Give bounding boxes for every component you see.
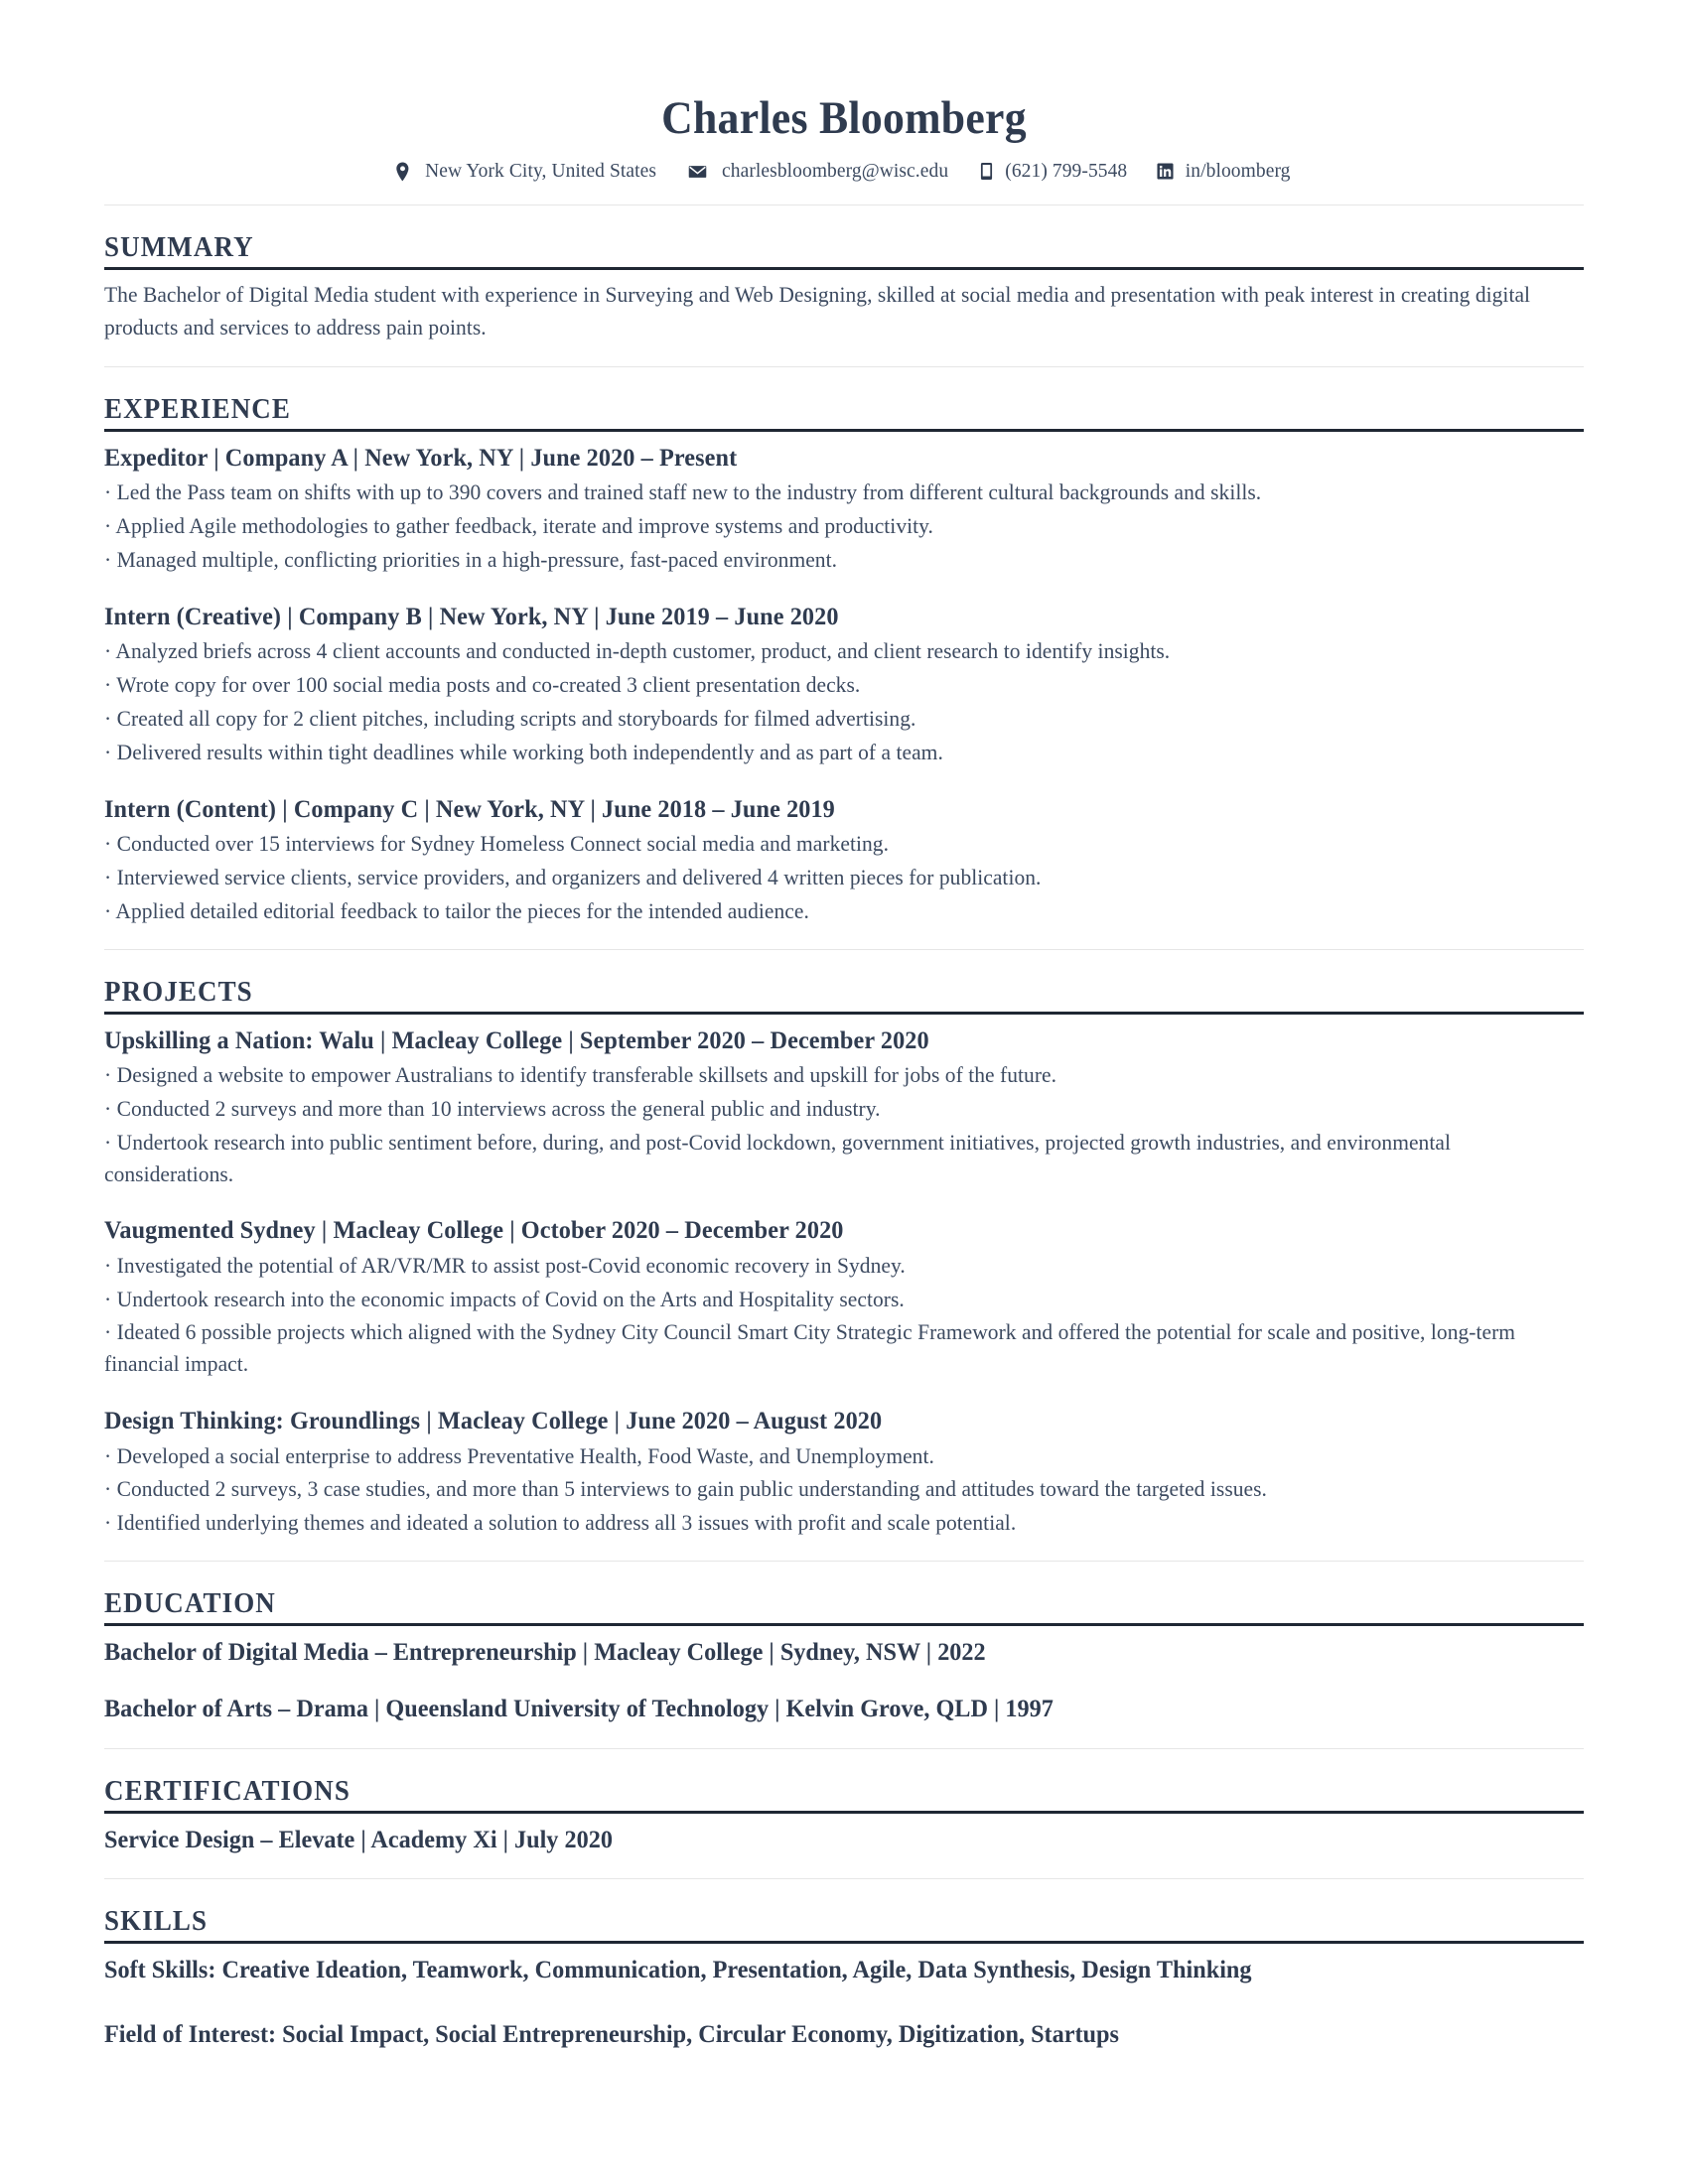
location-pin-icon — [395, 162, 410, 182]
experience-bullet: · Created all copy for 2 client pitches, including scripts and storyboards for filmed advertising. — [104, 705, 916, 731]
contact-phone-text: (621) 799-5548 — [1005, 160, 1128, 183]
project-entry — [104, 1024, 1584, 1190]
section-rule-experience — [104, 429, 1584, 432]
contact-phone[interactable] — [980, 160, 1131, 183]
experience-entry — [104, 441, 1584, 576]
experience-bullet: · Conducted over 15 interviews for Sydney Homeless Connect social media and marketing. — [104, 830, 890, 856]
experience-entry-heading: Intern (Creative) | Company B | New York, NY | June 2019 – June 2020 — [104, 601, 839, 630]
education-entry: Bachelor of Digital Media – Entrepreneurship | Macleay College | Sydney, NSW | 2022 — [104, 1637, 986, 1667]
section-title-experience: EXPERIENCE — [104, 392, 292, 425]
section-experience — [104, 393, 1584, 927]
contact-row — [104, 160, 1584, 183]
experience-bullet: · Wrote copy for over 100 social media posts and co-created 3 client presentation decks. — [104, 671, 861, 697]
project-bullet: · Developed a social enterprise to address Preventative Health, Food Waste, and Unemployment. — [104, 1442, 934, 1468]
envelope-icon — [688, 165, 707, 179]
contact-email[interactable] — [688, 160, 954, 183]
experience-entry — [104, 600, 1584, 768]
section-certifications — [104, 1775, 1584, 1857]
section-rule-certifications — [104, 1811, 1584, 1814]
section-title-education: EDUCATION — [104, 1587, 276, 1620]
section-title-projects: PROJECTS — [104, 975, 253, 1008]
contact-email-text: charlesbloomberg@wisc.edu — [722, 160, 949, 183]
contact-linkedin[interactable] — [1157, 160, 1293, 183]
experience-bullet: · Delivered results within tight deadlines while working both independently and as part of a team. — [104, 739, 943, 764]
experience-entry-heading: Expeditor | Company A | New York, NY | June 2020 – Present — [104, 442, 738, 472]
divider-after-summary — [104, 366, 1584, 367]
project-entry — [104, 1213, 1584, 1380]
project-bullet: · Conducted 2 surveys and more than 10 interviews across the general public and industry. — [104, 1095, 881, 1121]
project-bullet: · Undertook research into the economic impacts of Covid on the Arts and Hospitality sectors. — [104, 1286, 905, 1311]
experience-bullet: · Led the Pass team on shifts with up to 390 covers and trained staff new to the industry from different cultural backgrounds and skills. — [104, 478, 1262, 504]
skills-soft-skills: Soft Skills: Creative Ideation, Teamwork, Communication, Presentation, Agile, Data Synthesis, Design Thinking — [104, 1955, 1252, 1984]
divider-after-education — [104, 1748, 1584, 1749]
section-rule-education — [104, 1623, 1584, 1626]
section-title-summary: SUMMARY — [104, 231, 254, 264]
experience-bullet: · Interviewed service clients, service providers, and organizers and delivered 4 written pieces for publication. — [104, 864, 1042, 889]
project-bullet: · Undertook research into public sentiment before, during, and post-Covid lockdown, government initiatives, projected growth industries, and environmental considerations. — [104, 1129, 1451, 1186]
phone-icon — [980, 162, 993, 181]
experience-bullet: · Analyzed briefs across 4 client accounts and conducted in-depth customer, product, and client research to identify insights. — [104, 637, 1171, 663]
divider-after-experience — [104, 949, 1584, 950]
section-skills — [104, 1905, 1584, 2051]
experience-entry — [104, 792, 1584, 927]
contact-location-text: New York City, United States — [425, 160, 656, 183]
contact-location[interactable] — [395, 160, 662, 183]
project-bullet: · Investigated the potential of AR/VR/MR to assist post-Covid economic recovery in Sydney. — [104, 1252, 906, 1278]
resume-header — [104, 91, 1584, 183]
project-entry — [104, 1404, 1584, 1539]
summary-text: The Bachelor of Digital Media student with experience in Surveying and Web Designing, skilled at social media and presentation with peak interest in creating digital products and services to address pain points. — [104, 282, 1531, 341]
certification-entry: Service Design – Elevate | Academy Xi | July 2020 — [104, 1824, 613, 1853]
experience-bullet: · Applied Agile methodologies to gather feedback, iterate and improve systems and productivity. — [104, 512, 933, 538]
experience-bullet: · Managed multiple, conflicting priorities in a high-pressure, fast-paced environment. — [104, 546, 838, 572]
experience-entry-heading: Intern (Content) | Company C | New York, NY | June 2018 – June 2019 — [104, 793, 835, 823]
education-entry: Bachelor of Arts – Drama | Queensland University of Technology | Kelvin Grove, QLD | 1997 — [104, 1694, 1054, 1722]
section-projects — [104, 976, 1584, 1540]
section-title-skills: SKILLS — [104, 1905, 209, 1938]
project-entry-heading: Design Thinking: Groundlings | Macleay College | June 2020 – August 2020 — [104, 1406, 883, 1435]
candidate-name: Charles Bloomberg — [661, 92, 1027, 144]
divider-after-projects — [104, 1561, 1584, 1562]
section-summary — [104, 231, 1584, 343]
contact-linkedin-text: in/bloomberg — [1185, 160, 1291, 183]
section-rule-skills — [104, 1941, 1584, 1944]
skills-field-of-interest: Field of Interest: Social Impact, Social Entrepreneurship, Circular Economy, Digitization, Startups — [104, 2019, 1119, 2049]
experience-bullet: · Applied detailed editorial feedback to tailor the pieces for the intended audience. — [104, 897, 809, 923]
divider-after-certifications — [104, 1878, 1584, 1879]
project-bullet: · Designed a website to empower Australians to identify transferable skillsets and upskill for jobs of the future. — [104, 1061, 1057, 1087]
linkedin-icon — [1157, 163, 1174, 180]
project-bullet: · Identified underlying themes and ideated a solution to address all 3 issues with profit and scale potential. — [104, 1510, 1017, 1536]
section-title-certifications: CERTIFICATIONS — [104, 1774, 351, 1807]
project-entry-heading: Upskilling a Nation: Walu | Macleay College | September 2020 – December 2020 — [104, 1024, 929, 1054]
project-bullet: · Conducted 2 surveys, 3 case studies, and more than 5 interviews to gain public understanding and attitudes toward the targeted issues. — [104, 1476, 1267, 1502]
section-rule-projects — [104, 1012, 1584, 1015]
section-education — [104, 1587, 1584, 1725]
project-bullet: · Ideated 6 possible projects which aligned with the Sydney City Council Smart City Strategic Framework and offered the potential for scale and positive, long-term financial impact. — [104, 1319, 1516, 1377]
project-entry-heading: Vaugmented Sydney | Macleay College | October 2020 – December 2020 — [104, 1215, 844, 1245]
section-rule-summary — [104, 267, 1584, 270]
